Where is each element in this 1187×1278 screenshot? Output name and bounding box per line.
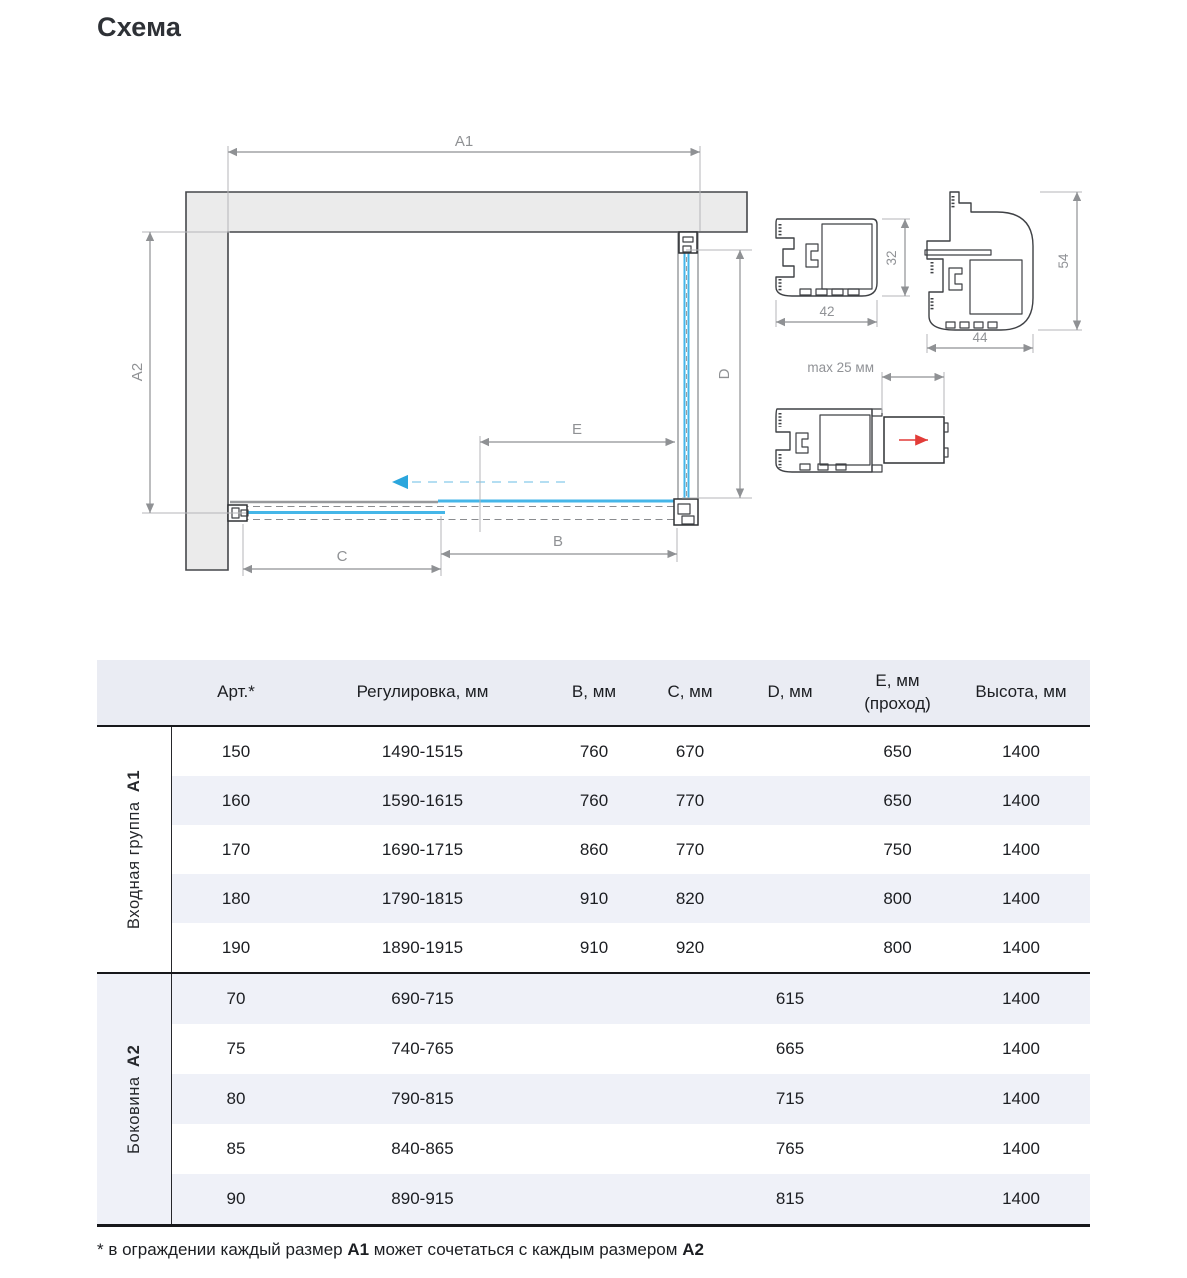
cell-b <box>545 1074 643 1124</box>
header-e-label: E, мм <box>875 671 920 691</box>
cell-e: 800 <box>883 937 912 957</box>
header-e <box>843 660 952 725</box>
table-row <box>172 727 1090 776</box>
profile-section-door-rail <box>776 219 910 327</box>
cell-adjustment: 1890-1915 <box>381 937 464 957</box>
group-label-a1-text: Входная группаА1 <box>124 769 143 930</box>
dim-label-d: D <box>716 368 733 380</box>
cell-b: 860 <box>579 839 609 859</box>
cell-art: 90 <box>226 1189 246 1208</box>
schematic-diagram <box>120 120 1100 620</box>
dim-b <box>441 516 677 576</box>
cell-e <box>843 1024 952 1074</box>
cell-c: 820 <box>675 888 705 908</box>
cell-d <box>737 874 843 923</box>
footnote-a2: А2 <box>682 1240 704 1259</box>
footnote-a1: А1 <box>347 1240 370 1259</box>
table-group-a1 <box>97 727 1090 974</box>
header-height <box>952 660 1090 725</box>
cell-adjustment: 1790-1815 <box>381 888 464 908</box>
cell-adjustment: 1490-1515 <box>381 741 464 761</box>
cell-height: 1400 <box>1002 888 1040 908</box>
cell-e: 750 <box>883 839 912 859</box>
header-b <box>545 660 643 725</box>
cell-height: 1400 <box>1002 937 1040 957</box>
cell-c <box>643 974 737 1024</box>
table-row <box>172 776 1090 825</box>
cell-c <box>643 1024 737 1074</box>
dim-profile-side-width <box>927 330 1033 353</box>
cell-d <box>737 776 843 825</box>
cell-b <box>545 974 643 1024</box>
cell-b <box>545 1124 643 1174</box>
cell-c: 670 <box>675 741 705 761</box>
header-d <box>737 660 843 725</box>
cell-d <box>737 727 843 776</box>
dim-label-54: 54 <box>1056 253 1071 269</box>
table-row <box>172 1024 1090 1074</box>
cell-e <box>843 1074 952 1124</box>
header-c <box>643 660 737 725</box>
cell-height: 1400 <box>1002 790 1040 810</box>
corner-post <box>674 499 698 525</box>
dim-label-c: C <box>336 548 348 565</box>
side-panel-glass <box>678 232 698 524</box>
dim-profile-side-height <box>1038 192 1082 330</box>
cell-c <box>643 1124 737 1174</box>
spec-table <box>97 660 1090 1227</box>
table-header <box>97 660 1090 727</box>
group-label-a2-text: БоковинаА2 <box>124 1044 143 1154</box>
profile-section-wall-adjustable <box>776 360 948 472</box>
cell-e: 800 <box>883 888 912 908</box>
table-row <box>172 1174 1090 1224</box>
cell-d: 715 <box>775 1089 805 1108</box>
cell-adjustment: 890-915 <box>391 1189 454 1208</box>
cell-art: 70 <box>226 989 246 1008</box>
dim-label-max25: max 25 мм <box>807 360 874 375</box>
cell-e <box>843 1124 952 1174</box>
cell-art: 170 <box>221 839 251 859</box>
table-row <box>172 1074 1090 1124</box>
page-title: Схема <box>97 12 182 42</box>
cell-height: 1400 <box>1002 1189 1040 1208</box>
header-b-label: B, мм <box>571 682 617 702</box>
dim-label-32: 32 <box>884 250 899 266</box>
group-label-a1 <box>97 727 172 972</box>
cell-e: 650 <box>883 741 912 761</box>
cell-b: 910 <box>579 937 609 957</box>
header-adjustment-label: Регулировка, мм <box>356 682 489 702</box>
cell-adjustment: 740-765 <box>391 1039 454 1058</box>
cell-height: 1400 <box>1002 839 1040 859</box>
cell-height: 1400 <box>1002 1039 1040 1058</box>
table-row <box>172 874 1090 923</box>
cell-b <box>545 1174 643 1224</box>
footnote-text: может сочетаться с каждым размером <box>369 1240 683 1259</box>
cell-art: 180 <box>221 888 251 908</box>
cell-adjustment: 840-865 <box>391 1139 454 1158</box>
cell-adjustment: 690-715 <box>391 989 454 1008</box>
footnote <box>97 1240 704 1260</box>
cell-d <box>737 825 843 874</box>
dim-label-e: E <box>571 421 583 438</box>
header-height-label: Высота, мм <box>975 682 1067 702</box>
cell-b: 760 <box>579 790 609 810</box>
cell-d <box>737 923 843 972</box>
group-a1-rows <box>172 727 1090 972</box>
cell-c: 920 <box>675 937 705 957</box>
cell-adjustment: 1590-1615 <box>381 790 464 810</box>
header-art-label: Арт.* <box>217 682 255 702</box>
cell-b: 760 <box>579 741 609 761</box>
table-row <box>172 1124 1090 1174</box>
header-c-label: C, мм <box>667 682 713 702</box>
cell-d: 665 <box>775 1039 805 1058</box>
top-view-drawing <box>129 133 752 576</box>
cell-c <box>643 1074 737 1124</box>
cell-art: 75 <box>226 1039 246 1058</box>
cell-adjustment: 1690-1715 <box>381 839 464 859</box>
table-group-a2 <box>97 974 1090 1227</box>
table-row <box>172 825 1090 874</box>
cell-height: 1400 <box>1002 1139 1040 1158</box>
dim-profile-door-height <box>882 219 910 296</box>
header-group-corner <box>97 660 172 725</box>
cell-height: 1400 <box>1002 741 1040 761</box>
cell-c: 770 <box>675 839 705 859</box>
dim-profile-door-width <box>776 300 877 327</box>
dim-label-a2: A2 <box>129 362 146 382</box>
cell-art: 150 <box>221 741 251 761</box>
dim-label-b: B <box>552 533 564 550</box>
footnote-text: * в ограждении каждый размер <box>97 1240 348 1259</box>
dim-e <box>480 421 675 532</box>
cell-c <box>643 1174 737 1224</box>
header-art <box>172 660 300 725</box>
dim-label-42: 42 <box>819 304 835 319</box>
cell-d: 765 <box>775 1139 805 1158</box>
header-adjustment <box>300 660 545 725</box>
cell-height: 1400 <box>1002 989 1040 1008</box>
cell-art: 160 <box>221 790 251 810</box>
table-row <box>172 974 1090 1024</box>
group-label-a2 <box>97 974 172 1224</box>
cell-b <box>545 1024 643 1074</box>
cell-adjustment: 790-815 <box>391 1089 454 1108</box>
cell-b: 910 <box>579 888 609 908</box>
dim-label-a1: A1 <box>454 133 474 150</box>
dim-label-44: 44 <box>972 330 988 345</box>
header-e-label2: (проход) <box>864 693 931 713</box>
cell-art: 80 <box>226 1089 246 1108</box>
cell-d: 815 <box>775 1189 805 1208</box>
group-a2-rows <box>172 974 1090 1224</box>
cell-art: 85 <box>226 1139 246 1158</box>
cell-e <box>843 1174 952 1224</box>
cell-d: 615 <box>775 989 805 1008</box>
cell-height: 1400 <box>1002 1089 1040 1108</box>
cell-e <box>843 974 952 1024</box>
dim-d <box>682 250 752 498</box>
dim-c <box>243 524 441 576</box>
cell-c: 770 <box>675 790 705 810</box>
cell-art: 190 <box>221 937 251 957</box>
cell-e: 650 <box>883 790 912 810</box>
header-d-label: D, мм <box>767 682 813 702</box>
table-row <box>172 923 1090 972</box>
profile-section-side-panel <box>925 192 1082 353</box>
dim-adjustment-range <box>807 360 944 415</box>
bottom-track <box>230 502 676 520</box>
